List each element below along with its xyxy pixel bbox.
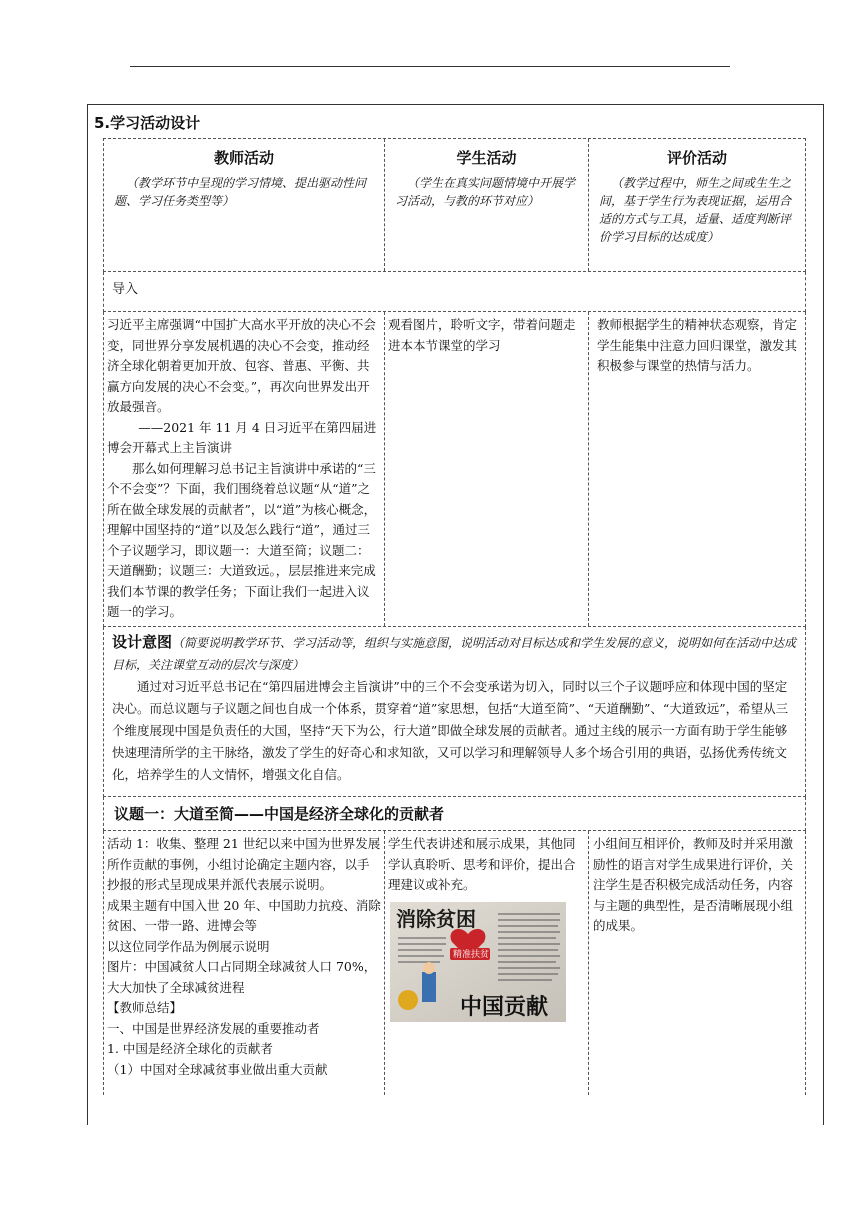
- intro-label-row: [103, 272, 806, 312]
- design-intent: [104, 627, 805, 792]
- eval-header: 评价活动: [666, 149, 727, 167]
- topic1-teacher-line: 以这位同学作品为例展示说明: [107, 938, 270, 954]
- intro-student-cell: [385, 312, 589, 626]
- topic1-content-row: [103, 831, 806, 1095]
- topic1-teacher-line: 1. 中国是经济全球化的贡献者: [107, 1041, 273, 1056]
- topic1-title: 议题一：大道至简——中国是经济全球化的贡献者: [114, 805, 445, 823]
- intro-teacher-cell: [104, 312, 385, 626]
- poster-title: 消除贫困: [396, 906, 476, 931]
- header-rule: [130, 66, 730, 67]
- topic1-teacher-line: 一、中国是世界经济发展的重要推动者: [107, 1020, 320, 1036]
- intro-eval-text: 教师根据学生的精神状态观察，肯定学生能集中注意力回归课堂，激发其积极参与课堂的热情与活力。: [597, 317, 798, 373]
- intro-teacher-source: ——2021 年 11 月 4 日习近平在第四届进博会开幕式上主旨演讲: [107, 419, 377, 455]
- poster-figure: [422, 972, 436, 1002]
- intro-student-text: 观看图片，聆听文字，带着问题走进本本节课堂的学习: [388, 317, 576, 353]
- topic1-teacher-line: 图片：中国减贫人口占同期全球减贫人口 70%，大大加快了全球减贫进程: [107, 959, 377, 995]
- intro-content-row: [103, 312, 806, 627]
- design-intent-row: [103, 627, 806, 797]
- topic1-student-cell: [385, 831, 589, 1095]
- section-title: 5.学习活动设计: [94, 114, 201, 132]
- poster-coin-icon: [398, 990, 418, 1010]
- student-poster-image: [390, 902, 566, 1022]
- intro-teacher-text: 那么如何理解习总书记主旨演讲中承诺的“三个不会变”？下面，我们围绕着总议题“从“道”之所在做全球发展的贡献者”，以“道”为核心概念，理解中国坚持的“道”以及怎么践行“道”，通过三个子议题学习，即议题一：大道至简；议题二：天道酬勤；议题三：大道致远。，层层推进来完成我们本节课的教学任务；下面让我们一起进入议题一的学习。: [107, 460, 377, 619]
- student-header-desc: （学生在真实问题情境中开展学习活动，与教的环节对应）: [395, 176, 576, 208]
- topic1-teacher-cell: [104, 831, 385, 1095]
- topic1-teacher-line: 活动 1：收集、整理 21 世纪以来中国为世界发展所作贡献的事例，小组讨论确定主题内容，以手抄报的形式呈现成果并派代表展示说明。: [107, 836, 381, 892]
- topic1-teacher-line: 成果主题有中国入世 20 年、中国助力抗疫、消除贫困、一带一路、进博会等: [107, 897, 381, 933]
- intro-teacher-quote: 习近平主席强调“中国扩大高水平开放的决心不会变，同世界分享发展机遇的决心不会变，推动经济全球化朝着更加开放、包容、普惠、平衡、共赢方向发展的决心不会变。”，再次向世界发出开放最强音。: [107, 317, 376, 414]
- eval-header-desc: （教学过程中，师生之间或生生之间，基于学生行为表现证据，运用合适的方式与工具，适量、适度判断评价学习目标的达成度）: [599, 176, 792, 244]
- topic1-teacher-line: （1）中国对全球减贫事业做出重大贡献: [107, 1061, 328, 1077]
- intro-label: 导入: [112, 282, 139, 297]
- topic1-student-text: 学生代表讲述和展示成果，其他同学认真聆听、思考和评价，提出合理建议或补充。: [388, 836, 576, 892]
- topic1-eval-cell: [589, 831, 805, 1095]
- intro-eval-cell: [589, 312, 805, 626]
- eval-header-cell: [589, 139, 805, 271]
- student-header-cell: [385, 139, 589, 271]
- topic1-teacher-line: 【教师总结】: [107, 1000, 183, 1015]
- design-subtitle: （简要说明教学环节、学习活动等，组织与实施意图，说明活动对目标达成和学生发展的意义，说明如何在活动中达成目标，关注课堂互动的层次与深度）: [112, 636, 797, 672]
- teacher-header-desc: （教学环节中呈现的学习情境、提出驱动性问题、学习任务类型等）: [114, 176, 367, 208]
- activity-table: [103, 138, 806, 1095]
- table-header-row: [103, 138, 806, 272]
- student-header: 学生活动: [456, 149, 517, 167]
- topic1-title-row: [103, 797, 806, 831]
- topic1-eval-text: 小组间互相评价，教师及时并采用激励性的语言对学生成果进行评价，关注学生是否积极完成活动任务，内容与主题的典型性，是否清晰展现小组的成果。: [593, 836, 794, 933]
- teacher-header: 教师活动: [213, 149, 274, 167]
- design-text: 通过对习近平总书记在“第四届进博会主旨演讲”中的三个不会变承诺为切入，同时以三个子议题呼应和体现中国的坚定决心。而总议题与子议题之间也自成一个体系，贯穿着“道”家思想，包括“大道至简”、“天道酬勤”、“大道致远”，希望从三个维度展现中国是负责任的大国，坚持“天下为公，行大道”即做全球发展的贡献者。通过主线的展示一方面有助于学生能够快速理清所学的主干脉络，激发了学生的好奇心和求知欲，又可以学习和理解领导人多个场合引用的典语，弘扬优秀传统文化，培养学生的人文情怀，增强文化自信。: [112, 679, 789, 782]
- teacher-header-cell: [104, 139, 385, 271]
- design-title: 设计意图: [112, 633, 173, 651]
- poster-caption: 中国贡献: [460, 993, 549, 1020]
- poster-badge: 精准扶贫: [453, 949, 490, 960]
